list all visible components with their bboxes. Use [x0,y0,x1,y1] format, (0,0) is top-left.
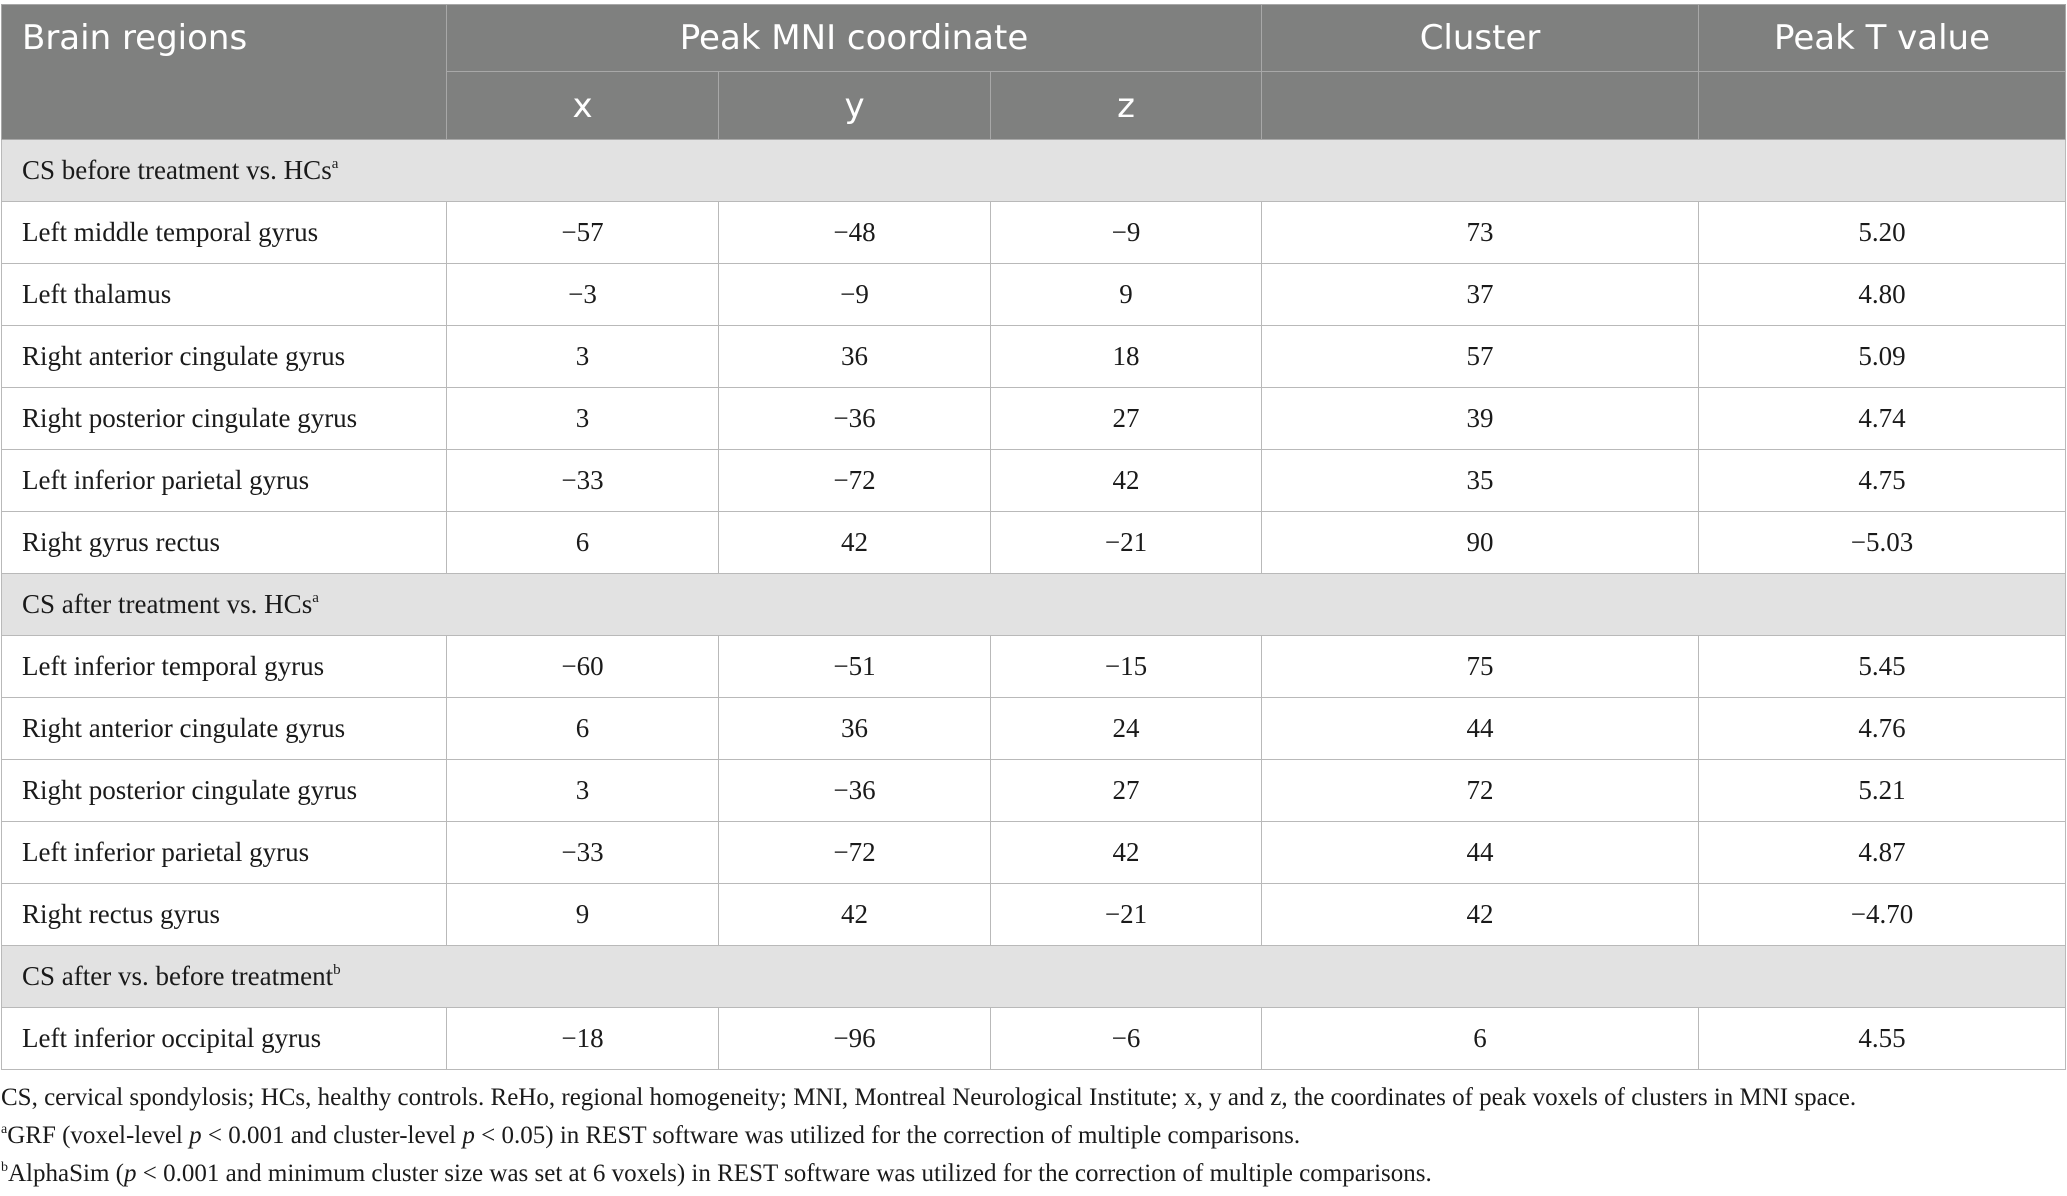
cell-z: −9 [991,202,1262,264]
cell-y: 36 [719,698,991,760]
footnote-a-text-3: < 0.05) in REST software was utilized for the correction of multiple comparisons. [474,1122,1301,1149]
cell-peak-t: 4.74 [1699,388,2066,450]
table-row [2,450,2066,512]
cell-peak-t: 4.87 [1699,822,2066,884]
cell-y: −9 [719,264,991,326]
footnote-a-mark: a [1,1122,8,1137]
cell-y: −72 [719,822,991,884]
cell-cluster: 35 [1262,450,1699,512]
cell-region: Right anterior cingulate gyrus [2,698,447,760]
header-y: y [719,72,991,140]
cell-region: Right posterior cingulate gyrus [2,760,447,822]
cell-region: Right rectus gyrus [2,884,447,946]
section-title-cell [2,574,2066,636]
cell-z: 27 [991,760,1262,822]
cell-z: −21 [991,884,1262,946]
footnotes [1,1079,2061,1193]
cell-y: −72 [719,450,991,512]
section-note-mark: b [333,962,341,978]
table-body [2,140,2066,1070]
cell-region: Left inferior occipital gyrus [2,1008,447,1070]
results-table [1,4,2066,1070]
cell-cluster: 39 [1262,388,1699,450]
cell-peak-t: 4.80 [1699,264,2066,326]
table-row [2,388,2066,450]
table-row [2,698,2066,760]
cell-y: 36 [719,326,991,388]
table-row [2,636,2066,698]
cell-y: 42 [719,512,991,574]
cell-region: Left inferior parietal gyrus [2,450,447,512]
header-peak-mni: Peak MNI coordinate [447,5,1262,72]
footnote-b-mark: b [1,1160,8,1175]
section-title: CS before treatment vs. HCs [22,155,332,185]
cell-cluster: 6 [1262,1008,1699,1070]
cell-z: 42 [991,450,1262,512]
header-cluster: Cluster [1262,5,1699,72]
cell-cluster: 90 [1262,512,1699,574]
section-note-mark: a [331,156,339,172]
cell-cluster: 72 [1262,760,1699,822]
cell-cluster: 44 [1262,698,1699,760]
section-title-cell [2,140,2066,202]
table-row [2,1008,2066,1070]
header-row-1 [2,5,2066,72]
cell-cluster: 57 [1262,326,1699,388]
section-row [2,946,2066,1008]
section-note-mark: a [312,590,319,606]
cell-y: 42 [719,884,991,946]
cell-peak-t: 4.75 [1699,450,2066,512]
footnote-b-p1: p [123,1160,137,1187]
table-row [2,884,2066,946]
footnote-a-text-1: GRF (voxel-level [7,1122,190,1149]
cell-peak-t: 5.21 [1699,760,2066,822]
cell-y: −36 [719,388,991,450]
cell-x: 3 [447,760,719,822]
cell-z: −6 [991,1008,1262,1070]
cell-cluster: 44 [1262,822,1699,884]
header-cluster-sub [1262,72,1699,140]
cell-x: −3 [447,264,719,326]
section-title: CS after vs. before treatment [22,961,334,991]
cell-cluster: 73 [1262,202,1699,264]
header-z: z [991,72,1262,140]
cell-x: 6 [447,698,719,760]
table-row [2,822,2066,884]
header-row-2 [2,72,2066,140]
cell-region: Left inferior parietal gyrus [2,822,447,884]
cell-region: Right gyrus rectus [2,512,447,574]
cell-region: Left middle temporal gyrus [2,202,447,264]
cell-peak-t: 5.09 [1699,326,2066,388]
cell-x: −60 [447,636,719,698]
cell-z: 24 [991,698,1262,760]
cell-y: −51 [719,636,991,698]
cell-y: −96 [719,1008,991,1070]
table-row [2,326,2066,388]
table-row [2,202,2066,264]
cell-cluster: 42 [1262,884,1699,946]
footnote-b-text-1: AlphaSim ( [8,1160,124,1187]
cell-x: 3 [447,388,719,450]
cell-region: Right posterior cingulate gyrus [2,388,447,450]
cell-x: 6 [447,512,719,574]
cell-cluster: 75 [1262,636,1699,698]
footnote-abbreviations: CS, cervical spondylosis; HCs, healthy controls. ReHo, regional homogeneity; MNI, Montreal Neurological Institute; x, y and z, the coordinates of peak voxels of clusters in MNI space. [1,1084,1857,1111]
cell-region: Right anterior cingulate gyrus [2,326,447,388]
cell-x: −33 [447,450,719,512]
header-peak-t: Peak T value [1699,5,2066,72]
table-row [2,760,2066,822]
cell-y: −48 [719,202,991,264]
results-table-container [1,4,2065,1070]
cell-region: Left inferior temporal gyrus [2,636,447,698]
section-row [2,140,2066,202]
cell-z: 42 [991,822,1262,884]
cell-peak-t: 4.55 [1699,1008,2066,1070]
section-title-cell [2,946,2066,1008]
section-row [2,574,2066,636]
cell-z: −15 [991,636,1262,698]
footnote-a-text-2: < 0.001 and cluster-level [201,1122,463,1149]
footnote-b-text-2: < 0.001 and minimum cluster size was set at 6 voxels) in REST software was utilized for the correction of multiple comparisons. [136,1160,1432,1187]
cell-peak-t: 5.45 [1699,636,2066,698]
cell-y: −36 [719,760,991,822]
cell-peak-t: −5.03 [1699,512,2066,574]
cell-x: 3 [447,326,719,388]
cell-z: 18 [991,326,1262,388]
cell-x: 9 [447,884,719,946]
footnote-b [1,1155,2061,1193]
table-row [2,512,2066,574]
cell-x: −18 [447,1008,719,1070]
header-brain-regions: Brain regions [2,5,447,72]
cell-cluster: 37 [1262,264,1699,326]
cell-x: −57 [447,202,719,264]
header-peak-t-sub [1699,72,2066,140]
table-row [2,264,2066,326]
cell-peak-t: −4.70 [1699,884,2066,946]
section-title: CS after treatment vs. HCs [22,589,313,619]
cell-z: 27 [991,388,1262,450]
header-x: x [447,72,719,140]
cell-region: Left thalamus [2,264,447,326]
footnote-a-p1: p [189,1122,202,1149]
footnote-a [1,1117,2061,1155]
footnote-a-p2: p [462,1122,475,1149]
cell-z: −21 [991,512,1262,574]
cell-peak-t: 5.20 [1699,202,2066,264]
header-blank [2,72,447,140]
cell-x: −33 [447,822,719,884]
cell-z: 9 [991,264,1262,326]
cell-peak-t: 4.76 [1699,698,2066,760]
